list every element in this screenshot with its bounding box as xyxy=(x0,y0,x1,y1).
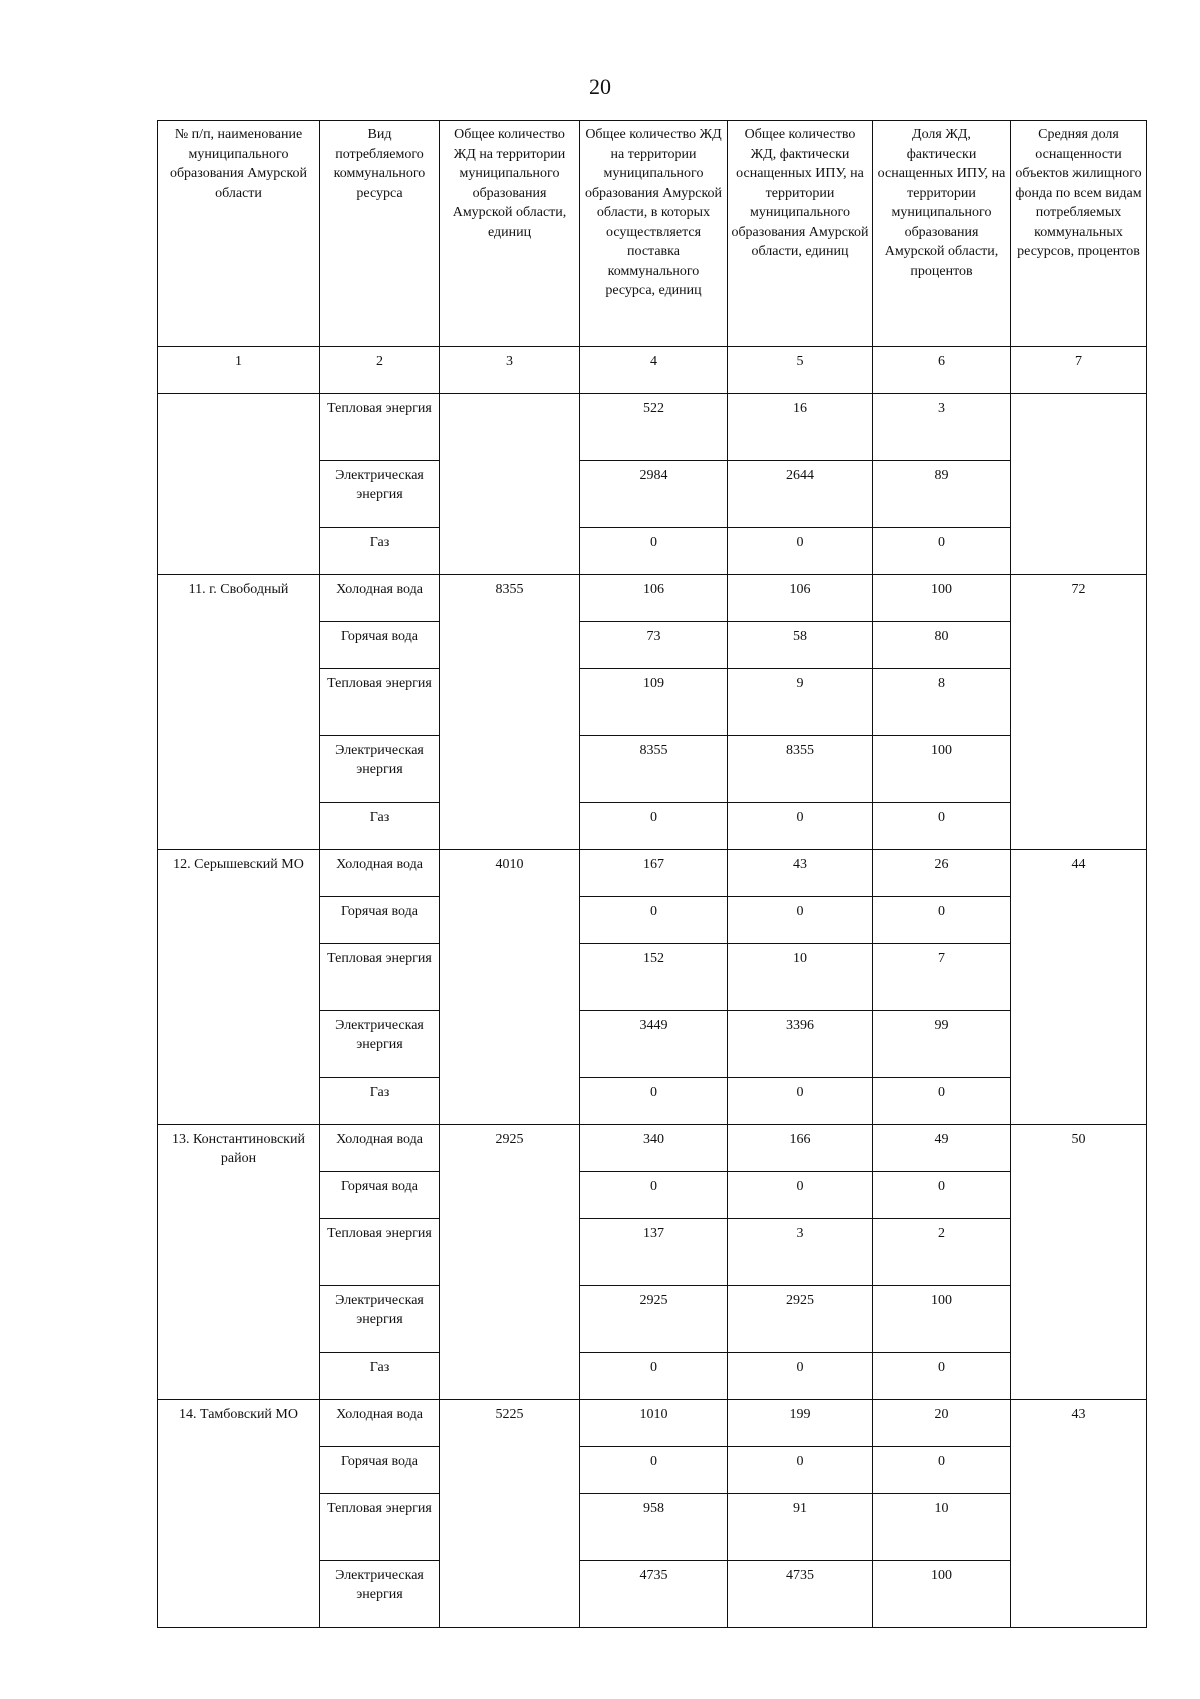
column-number: 1 xyxy=(158,347,320,394)
resource-cell: Холодная вода xyxy=(320,575,440,622)
supplied-cell: 0 xyxy=(580,1172,728,1219)
share-cell: 100 xyxy=(873,575,1011,622)
resource-cell: Газ xyxy=(320,1353,440,1400)
column-number: 3 xyxy=(440,347,580,394)
supplied-cell: 0 xyxy=(580,528,728,575)
share-cell: 10 xyxy=(873,1494,1011,1561)
equipped-cell: 8355 xyxy=(728,736,873,803)
equipped-cell: 4735 xyxy=(728,1561,873,1628)
header-equipped-houses: Общее количество ЖД, фактически оснащенных ИПУ, на территории муниципального образования Амурской области, единиц xyxy=(728,121,873,347)
header-average-share: Средняя доля оснащенности объектов жилищного фонда по всем видам потребляемых коммунальных ресурсов, процентов xyxy=(1011,121,1147,347)
resource-cell: Горячая вода xyxy=(320,1447,440,1494)
supplied-cell: 167 xyxy=(580,850,728,897)
equipped-cell: 2644 xyxy=(728,461,873,528)
share-cell: 2 xyxy=(873,1219,1011,1286)
equipped-cell: 0 xyxy=(728,1353,873,1400)
resource-cell: Тепловая энергия xyxy=(320,1494,440,1561)
equipped-cell: 106 xyxy=(728,575,873,622)
supplied-cell: 958 xyxy=(580,1494,728,1561)
table-row xyxy=(158,850,1147,897)
share-cell: 26 xyxy=(873,850,1011,897)
table-row xyxy=(158,1400,1147,1447)
supplied-cell: 0 xyxy=(580,803,728,850)
table-row xyxy=(158,394,1147,461)
resource-cell: Газ xyxy=(320,803,440,850)
resource-cell: Тепловая энергия xyxy=(320,1219,440,1286)
supplied-cell: 4735 xyxy=(580,1561,728,1628)
municipality-cell: 14. Тамбовский МО xyxy=(158,1400,320,1628)
resource-cell: Холодная вода xyxy=(320,1125,440,1172)
equipped-cell: 0 xyxy=(728,1447,873,1494)
share-cell: 80 xyxy=(873,622,1011,669)
supplied-cell: 3449 xyxy=(580,1011,728,1078)
equipped-cell: 3 xyxy=(728,1219,873,1286)
share-cell: 0 xyxy=(873,1078,1011,1125)
supplied-cell: 106 xyxy=(580,575,728,622)
supplied-cell: 137 xyxy=(580,1219,728,1286)
supplied-cell: 0 xyxy=(580,1353,728,1400)
share-cell: 100 xyxy=(873,1561,1011,1628)
table-row xyxy=(158,1125,1147,1172)
equipped-cell: 10 xyxy=(728,944,873,1011)
municipality-cell: 13. Константиновский район xyxy=(158,1125,320,1400)
total-houses-cell: 5225 xyxy=(440,1400,580,1628)
total-houses-cell: 8355 xyxy=(440,575,580,850)
average-share-cell: 50 xyxy=(1011,1125,1147,1400)
total-houses-cell xyxy=(440,394,580,575)
resource-cell: Электрическая энергия xyxy=(320,1011,440,1078)
share-cell: 7 xyxy=(873,944,1011,1011)
supplied-cell: 2984 xyxy=(580,461,728,528)
supplied-cell: 73 xyxy=(580,622,728,669)
supplied-cell: 340 xyxy=(580,1125,728,1172)
share-cell: 20 xyxy=(873,1400,1011,1447)
share-cell: 100 xyxy=(873,1286,1011,1353)
total-houses-cell: 4010 xyxy=(440,850,580,1125)
share-cell: 49 xyxy=(873,1125,1011,1172)
share-cell: 0 xyxy=(873,897,1011,944)
equipped-cell: 0 xyxy=(728,528,873,575)
supplied-cell: 109 xyxy=(580,669,728,736)
header-total-houses: Общее количество ЖД на территории муниципального образования Амурской области, единиц xyxy=(440,121,580,347)
share-cell: 100 xyxy=(873,736,1011,803)
resource-cell: Электрическая энергия xyxy=(320,461,440,528)
equipped-cell: 3396 xyxy=(728,1011,873,1078)
supplied-cell: 1010 xyxy=(580,1400,728,1447)
total-houses-cell: 2925 xyxy=(440,1125,580,1400)
supplied-cell: 152 xyxy=(580,944,728,1011)
municipality-cell: 11. г. Свободный xyxy=(158,575,320,850)
share-cell: 0 xyxy=(873,1447,1011,1494)
supplied-cell: 522 xyxy=(580,394,728,461)
header-municipality: № п/п, наименование муниципального образования Амурской области xyxy=(158,121,320,347)
column-number: 7 xyxy=(1011,347,1147,394)
average-share-cell xyxy=(1011,394,1147,575)
share-cell: 0 xyxy=(873,1172,1011,1219)
share-cell: 89 xyxy=(873,461,1011,528)
average-share-cell: 44 xyxy=(1011,850,1147,1125)
equipped-cell: 0 xyxy=(728,803,873,850)
header-row xyxy=(158,121,1147,347)
column-number: 6 xyxy=(873,347,1011,394)
resource-cell: Электрическая энергия xyxy=(320,1286,440,1353)
header-resource-type: Вид потребляемого коммунального ресурса xyxy=(320,121,440,347)
average-share-cell: 72 xyxy=(1011,575,1147,850)
municipality-cell: 12. Серышевский МО xyxy=(158,850,320,1125)
resource-cell: Горячая вода xyxy=(320,1172,440,1219)
resource-cell: Тепловая энергия xyxy=(320,669,440,736)
resource-cell: Тепловая энергия xyxy=(320,944,440,1011)
supplied-cell: 0 xyxy=(580,1078,728,1125)
table-body xyxy=(158,394,1147,1628)
supplied-cell: 0 xyxy=(580,1447,728,1494)
share-cell: 8 xyxy=(873,669,1011,736)
resource-cell: Электрическая энергия xyxy=(320,736,440,803)
equipped-cell: 199 xyxy=(728,1400,873,1447)
resource-cell: Горячая вода xyxy=(320,897,440,944)
column-number-row xyxy=(158,347,1147,394)
column-number: 2 xyxy=(320,347,440,394)
resource-cell: Газ xyxy=(320,528,440,575)
page-number: 20 xyxy=(589,74,611,99)
resource-cell: Горячая вода xyxy=(320,622,440,669)
share-cell: 0 xyxy=(873,1353,1011,1400)
share-cell: 99 xyxy=(873,1011,1011,1078)
resource-cell: Газ xyxy=(320,1078,440,1125)
equipped-cell: 0 xyxy=(728,1078,873,1125)
equipped-cell: 0 xyxy=(728,897,873,944)
equipped-cell: 43 xyxy=(728,850,873,897)
share-cell: 0 xyxy=(873,803,1011,850)
supplied-cell: 2925 xyxy=(580,1286,728,1353)
supplied-cell: 0 xyxy=(580,897,728,944)
share-cell: 0 xyxy=(873,528,1011,575)
supplied-cell: 8355 xyxy=(580,736,728,803)
column-number: 4 xyxy=(580,347,728,394)
equipped-cell: 58 xyxy=(728,622,873,669)
resource-cell: Холодная вода xyxy=(320,1400,440,1447)
share-cell: 3 xyxy=(873,394,1011,461)
equipped-cell: 166 xyxy=(728,1125,873,1172)
resource-cell: Тепловая энергия xyxy=(320,394,440,461)
equipped-cell: 0 xyxy=(728,1172,873,1219)
equipped-cell: 2925 xyxy=(728,1286,873,1353)
equipped-cell: 91 xyxy=(728,1494,873,1561)
column-number: 5 xyxy=(728,347,873,394)
municipality-cell xyxy=(158,394,320,575)
equipped-cell: 16 xyxy=(728,394,873,461)
average-share-cell: 43 xyxy=(1011,1400,1147,1628)
header-supplied-houses: Общее количество ЖД на территории муниципального образования Амурской области, в которых осуществляется поставка коммунального ресурса, единиц xyxy=(580,121,728,347)
header-equipped-share: Доля ЖД, фактически оснащенных ИПУ, на территории муниципального образования Амурской области, процентов xyxy=(873,121,1011,347)
resource-cell: Электрическая энергия xyxy=(320,1561,440,1628)
equipment-table xyxy=(157,120,1147,1628)
equipped-cell: 9 xyxy=(728,669,873,736)
resource-cell: Холодная вода xyxy=(320,850,440,897)
table-row xyxy=(158,575,1147,622)
